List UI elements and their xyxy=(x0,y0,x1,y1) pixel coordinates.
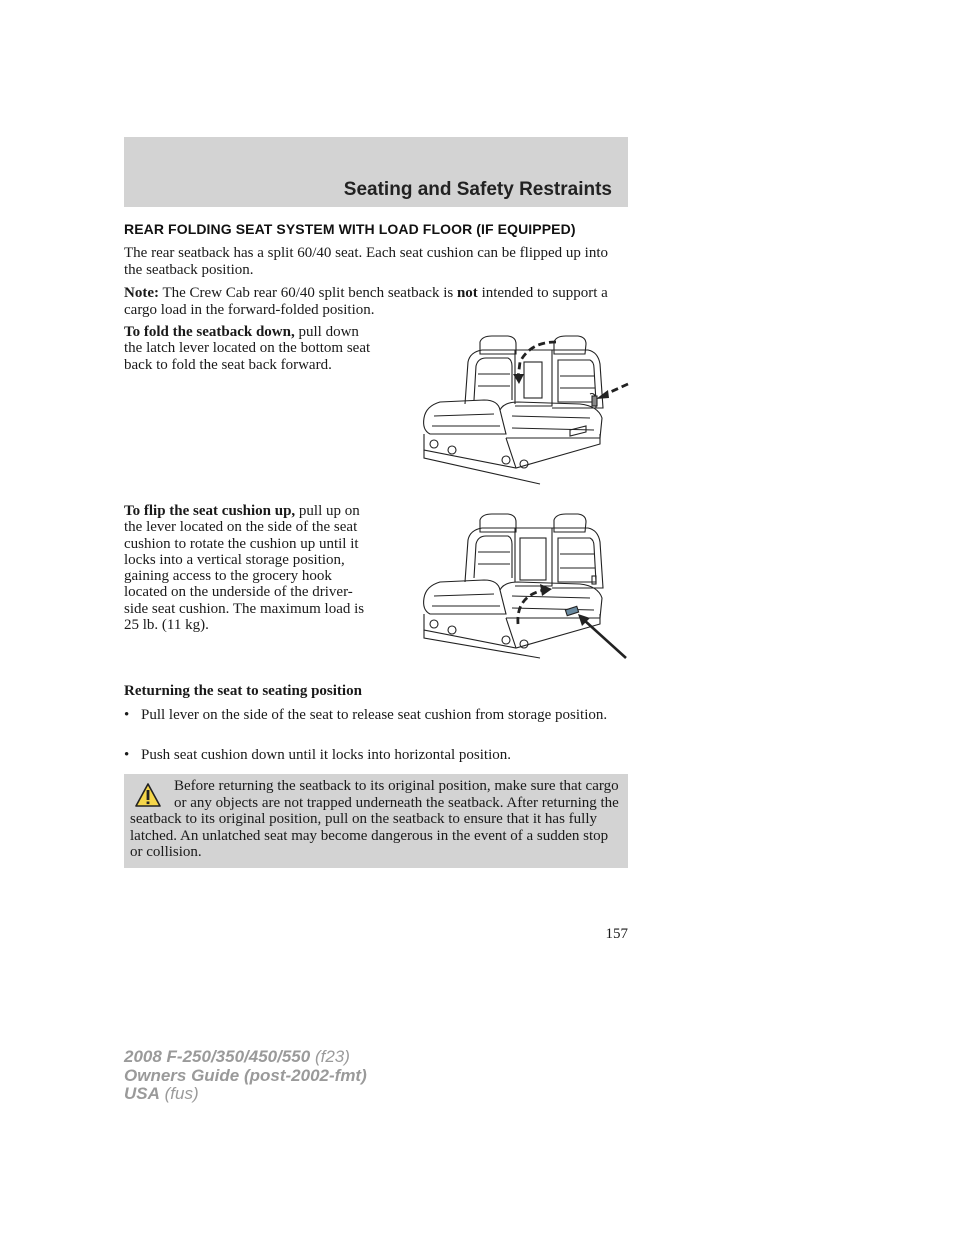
warning-box xyxy=(124,774,628,868)
footer-line-model xyxy=(124,1048,367,1067)
list-item xyxy=(124,747,624,764)
footer-market-code: (fus) xyxy=(159,1084,199,1103)
document-footer xyxy=(124,1048,367,1104)
flip-lead: To flip the seat cushion up, xyxy=(124,503,296,519)
seatback-fold-illustration xyxy=(420,334,632,488)
footer-model: 2008 F-250/350/450/550 xyxy=(124,1047,311,1066)
page-number: 157 xyxy=(605,926,628,942)
list-item xyxy=(124,707,624,724)
note-text-before: The Crew Cab rear 60/40 split bench seatback is xyxy=(158,285,457,301)
bullet-text: Push seat cushion down until it locks into horizontal position. xyxy=(141,747,511,763)
note-paragraph xyxy=(124,285,624,318)
bullet-text: Pull lever on the side of the seat to release seat cushion from storage position. xyxy=(141,707,608,723)
footer-model-code: (f23) xyxy=(310,1047,350,1066)
note-label: Note: xyxy=(124,285,159,301)
warning-text: Before returning the seatback to its original position, make sure that cargo or any objects are not trapped underneath the seatback. After returning the seatback to its original position, pull on the seatback to ensure that it has fully latched. An unlatched seat may become dangerous in the event of a sudden stop or collision. xyxy=(130,778,619,860)
bullet-mark: • xyxy=(124,707,130,723)
section-heading: REAR FOLDING SEAT SYSTEM WITH LOAD FLOOR (IF EQUIPPED) xyxy=(124,221,576,237)
returning-heading: Returning the seat to seating position xyxy=(124,683,362,699)
footer-market: USA xyxy=(124,1084,160,1103)
note-emphasis: not xyxy=(456,285,478,301)
section-header-bar xyxy=(124,137,628,207)
flip-instructions xyxy=(124,503,374,633)
seat-cushion-flip-illustration xyxy=(420,512,632,662)
fold-lead: To fold the seatback down, xyxy=(124,324,295,340)
footer-line-market xyxy=(124,1085,367,1104)
footer-guide: Owners Guide (post-2002-fmt) xyxy=(124,1065,367,1085)
warning-triangle-icon xyxy=(134,782,162,808)
warning-text-container xyxy=(130,778,622,861)
fold-text: pull down the latch lever located on the bottom seat back to fold the seat back forward. xyxy=(124,324,371,373)
note-text-after: intended to support a cargo load in the forward-folded position. xyxy=(124,285,608,318)
footer-line-guide xyxy=(124,1067,367,1086)
intro-paragraph: The rear seatback has a split 60/40 seat. Each seat cushion can be flipped up into the seatback position. xyxy=(124,245,608,278)
flip-text: pull up on the lever located on the side of the seat cushion to rotate the cushion up until it locks into a vertical storage position, gaining access to the grocery hook located on the underside of the driver-side seat cushion. The maximum load is 25 lb. (11 kg). xyxy=(124,503,365,634)
bullet-mark: • xyxy=(124,747,130,763)
page-title: Seating and Safety Restraints xyxy=(343,179,612,200)
fold-instructions xyxy=(124,324,374,373)
